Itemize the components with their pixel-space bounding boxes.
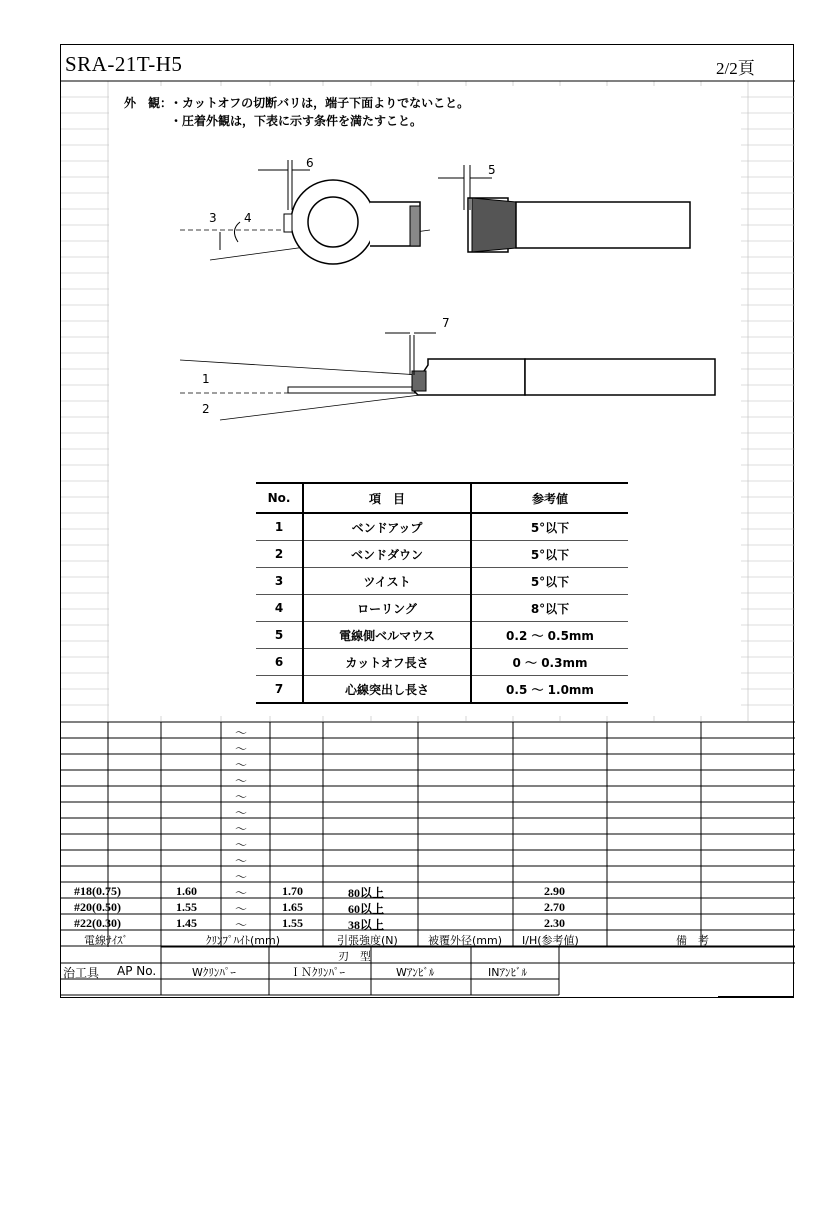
dim-label-4: 4 — [244, 211, 252, 225]
spec-no: 6 — [256, 649, 303, 676]
header-crimp-height: ｸﾘﾝﾌﾟﾊｲﾄ(mm) — [206, 934, 281, 947]
tensile-strength: 38以上 — [348, 918, 385, 932]
ih-value: 2.70 — [544, 900, 565, 914]
spec-item: 心線突出し長さ — [303, 676, 471, 704]
range-tilde: ～ — [235, 806, 248, 820]
spec-item: カットオフ長さ — [303, 649, 471, 676]
header-blade: 刃 型 — [338, 950, 371, 963]
spec-no: 5 — [256, 622, 303, 649]
wire-size: #18(0.75) — [74, 884, 121, 898]
terminal-side-view-diagram — [180, 315, 720, 425]
range-tilde: ～ — [235, 726, 248, 740]
crimp-height-max: 1.70 — [282, 884, 303, 898]
document-title: SRA-21T-H5 — [65, 52, 183, 76]
spec-row — [256, 649, 628, 676]
ih-value: 2.30 — [544, 916, 565, 930]
terminal-top-view-diagram — [180, 150, 700, 280]
wire-size: #20(0.50) — [74, 900, 121, 914]
header-w-anvil: Wｱﾝﾋﾞﾙ — [396, 966, 435, 979]
spec-item: ベンドダウン — [303, 541, 471, 568]
dim-label-5: 5 — [488, 163, 496, 177]
crimp-height-min: 1.45 — [176, 916, 197, 930]
dim-label-2: 2 — [202, 402, 210, 416]
dim-label-1: 1 — [202, 372, 210, 386]
spec-row — [256, 622, 628, 649]
header-ih: I/H(参考値) — [522, 934, 579, 947]
header-wire-size: 電線ｻｲｽﾞ — [84, 934, 128, 947]
crimp-height-max: 1.55 — [282, 916, 303, 930]
spec-header-item: 項 目 — [303, 483, 471, 513]
header-outer-diameter: 被覆外径(mm) — [428, 934, 503, 947]
spec-value: 8°以下 — [471, 595, 628, 622]
crimp-height-max: 1.65 — [282, 900, 303, 914]
spec-item: ベンドアップ — [303, 513, 471, 541]
spec-value: 0.2 ～ 0.5mm — [471, 622, 628, 649]
spec-no: 7 — [256, 676, 303, 704]
dim-label-3: 3 — [209, 211, 217, 225]
range-tilde: ～ — [235, 774, 248, 788]
header-ap-no: AP No. — [117, 964, 157, 978]
header-w-crimper: Wｸﾘﾝﾊﾟｰ — [192, 966, 236, 979]
spec-no: 2 — [256, 541, 303, 568]
spec-row — [256, 676, 628, 704]
crimp-height-min: 1.55 — [176, 900, 197, 914]
spec-no: 1 — [256, 513, 303, 541]
range-tilde: ～ — [235, 902, 248, 916]
spec-row — [256, 568, 628, 595]
range-tilde: ～ — [235, 822, 248, 836]
spec-value: 5°以下 — [471, 541, 628, 568]
crimp-height-min: 1.60 — [176, 884, 197, 898]
tensile-strength: 60以上 — [348, 902, 385, 916]
spec-header-value: 参考値 — [471, 483, 628, 513]
range-tilde: ～ — [235, 742, 248, 756]
header-remarks: 備 考 — [676, 934, 709, 947]
ih-value: 2.90 — [544, 884, 565, 898]
footer-rule — [718, 996, 794, 998]
header-in-anvil: INｱﾝﾋﾞﾙ — [488, 966, 527, 979]
header-in-crimper: ＩＮｸﾘﾝﾊﾟｰ — [290, 966, 345, 979]
spec-value: 5°以下 — [471, 513, 628, 541]
range-tilde: ～ — [235, 870, 248, 884]
dim-label-7: 7 — [442, 316, 450, 330]
tensile-strength: 80以上 — [348, 886, 385, 900]
spec-item: 電線側ベルマウス — [303, 622, 471, 649]
spec-item: ツイスト — [303, 568, 471, 595]
note-line-1: ・カットオフの切断バリは，端子下面よりでないこと。 — [170, 96, 470, 110]
range-tilde: ～ — [235, 758, 248, 772]
appearance-spec-table — [256, 482, 628, 704]
note-line-2: ・圧着外観は，下表に示す条件を満たすこと。 — [170, 114, 423, 128]
spec-header-no: No. — [256, 483, 303, 513]
range-tilde: ～ — [235, 838, 248, 852]
spec-no: 4 — [256, 595, 303, 622]
header-tensile: 引張強度(N) — [337, 934, 398, 947]
spec-row — [256, 513, 628, 541]
dim-label-6: 6 — [306, 156, 314, 170]
range-tilde: ～ — [235, 886, 248, 900]
spec-no: 3 — [256, 568, 303, 595]
spec-item: ローリング — [303, 595, 471, 622]
spec-row — [256, 595, 628, 622]
spec-row — [256, 541, 628, 568]
appearance-label: 外 観： — [124, 96, 173, 110]
spec-value: 0.5 ～ 1.0mm — [471, 676, 628, 704]
spec-value: 0 ～ 0.3mm — [471, 649, 628, 676]
header-tool: 治工具 — [63, 966, 100, 980]
range-tilde: ～ — [235, 790, 248, 804]
spec-value: 5°以下 — [471, 568, 628, 595]
page-number: 2/2頁 — [716, 59, 755, 78]
range-tilde: ～ — [235, 854, 248, 868]
wire-size: #22(0.30) — [74, 916, 121, 930]
range-tilde: ～ — [235, 918, 248, 932]
